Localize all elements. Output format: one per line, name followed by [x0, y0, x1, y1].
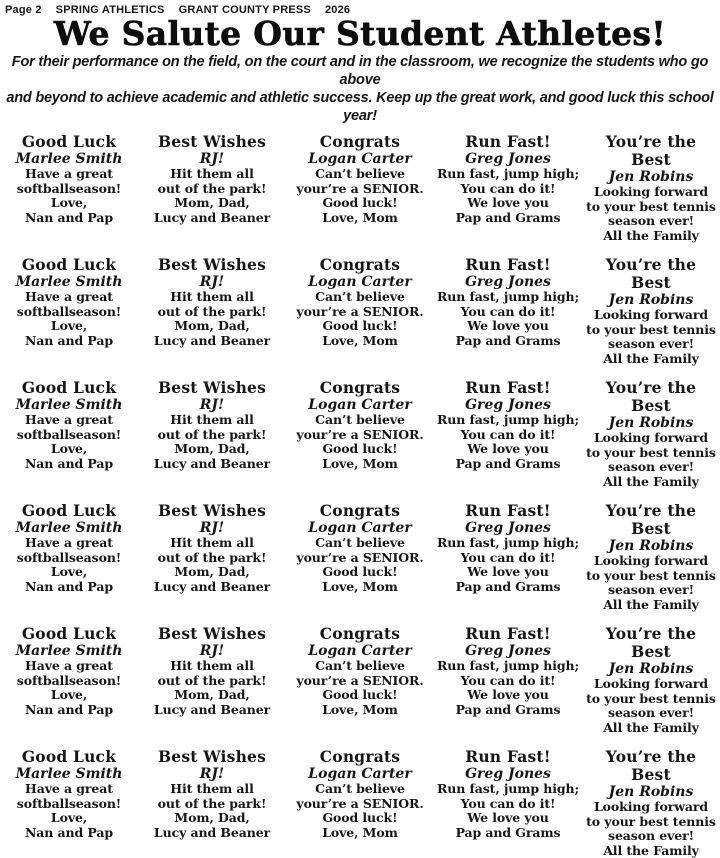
ad-message-line: your’re a SENIOR.	[288, 182, 432, 197]
ad-message	[288, 659, 432, 717]
ad-message	[584, 431, 718, 489]
ad-message-line: season ever!	[584, 706, 718, 721]
ad-greeting: Good Luck	[2, 256, 136, 274]
ad-message-line: your’re a SENIOR.	[288, 428, 432, 443]
ad-greeting: You’re the Best	[584, 502, 718, 538]
ad-message	[436, 290, 580, 348]
ad-message	[2, 659, 136, 717]
ad-message	[140, 167, 284, 225]
ad-message	[2, 536, 136, 594]
ad-greeting: You’re the Best	[584, 625, 718, 661]
ad-athlete-name: Logan Carter	[288, 151, 432, 167]
ad-message-line: Nan and Pap	[2, 334, 136, 349]
ad-message-line: season ever!	[584, 829, 718, 844]
ad-message-line: All the Family	[584, 598, 718, 613]
ad-message-line: Looking forward	[584, 554, 718, 569]
ad-message	[584, 308, 718, 366]
ad-message-line: Love,	[2, 319, 136, 334]
ad-message-line: Have a great	[2, 536, 136, 551]
ad-message-line: to your best tennis	[584, 446, 718, 461]
ad-cell	[286, 133, 434, 243]
ad-message-line: out of the park!	[140, 797, 284, 812]
ad-message-line: Love, Mom	[288, 826, 432, 841]
ad-athlete-name: RJ!	[140, 766, 284, 782]
ad-athlete-name: Logan Carter	[288, 274, 432, 290]
ad-message-line: All the Family	[584, 721, 718, 736]
ad-message	[436, 782, 580, 840]
ad-message-line: Have a great	[2, 413, 136, 428]
ad-athlete-name: Greg Jones	[436, 520, 580, 536]
ad-cell	[286, 625, 434, 735]
ad-message	[288, 782, 432, 840]
ad-message-line: softballseason!	[2, 428, 136, 443]
ad-cell	[434, 748, 582, 858]
ad-message-line: softballseason!	[2, 305, 136, 320]
ad-message-line: Nan and Pap	[2, 826, 136, 841]
ad-cell	[286, 502, 434, 612]
ad-greeting: Best Wishes	[140, 379, 284, 397]
ad-greeting: Good Luck	[2, 748, 136, 766]
ad-row	[0, 379, 720, 489]
ad-athlete-name: Greg Jones	[436, 766, 580, 782]
ad-cell	[138, 625, 286, 735]
ad-message	[140, 659, 284, 717]
ad-message-line: Looking forward	[584, 677, 718, 692]
ad-message-line: Have a great	[2, 782, 136, 797]
ad-message-line: Good luck!	[288, 811, 432, 826]
ad-message-line: Run fast, jump high;	[436, 782, 580, 797]
ad-athlete-name: Marlee Smith	[2, 274, 136, 290]
ad-cell	[434, 256, 582, 366]
ad-greeting: Congrats	[288, 748, 432, 766]
ad-message-line: We love you	[436, 565, 580, 580]
ad-greeting: Best Wishes	[140, 625, 284, 643]
ad-message-line: Pap and Grams	[436, 334, 580, 349]
ad-message-line: Hit them all	[140, 782, 284, 797]
ad-message-line: Love, Mom	[288, 457, 432, 472]
ad-message	[436, 167, 580, 225]
ad-message-line: out of the park!	[140, 182, 284, 197]
ad-message-line: Love, Mom	[288, 580, 432, 595]
ad-athlete-name: Greg Jones	[436, 274, 580, 290]
ad-cell	[138, 133, 286, 243]
ad-message-line: Hit them all	[140, 536, 284, 551]
ad-row	[0, 133, 720, 243]
ad-message-line: We love you	[436, 196, 580, 211]
ad-message-line: Hit them all	[140, 413, 284, 428]
ad-greeting: You’re the Best	[584, 133, 718, 169]
ad-athlete-name: Jen Robins	[584, 538, 718, 554]
ad-athlete-name: RJ!	[140, 274, 284, 290]
ad-message-line: Hit them all	[140, 290, 284, 305]
ad-message-line: Lucy and Beaner	[140, 826, 284, 841]
ad-message-line: Mom, Dad,	[140, 442, 284, 457]
ad-message	[288, 413, 432, 471]
ad-athlete-name: Marlee Smith	[2, 151, 136, 167]
page-number: Page 2	[5, 4, 42, 16]
ad-message-line: Love, Mom	[288, 703, 432, 718]
ad-athlete-name: Greg Jones	[436, 397, 580, 413]
ad-message-line: Mom, Dad,	[140, 196, 284, 211]
ad-cell	[582, 748, 720, 858]
ad-athlete-name: Logan Carter	[288, 397, 432, 413]
ad-message-line: Good luck!	[288, 319, 432, 334]
ad-message-line: Looking forward	[584, 800, 718, 815]
ad-message-line: Can’t believe	[288, 536, 432, 551]
ad-message-line: Good luck!	[288, 196, 432, 211]
ad-cell	[582, 379, 720, 489]
ad-cell	[582, 502, 720, 612]
ad-message-line: Hit them all	[140, 167, 284, 182]
ad-message-line: out of the park!	[140, 305, 284, 320]
ad-message-line: All the Family	[584, 475, 718, 490]
ad-message-line: season ever!	[584, 583, 718, 598]
ad-message-line: Love, Mom	[288, 334, 432, 349]
ad-message-line: Have a great	[2, 659, 136, 674]
ad-athlete-name: Marlee Smith	[2, 643, 136, 659]
ad-greeting: Good Luck	[2, 133, 136, 151]
ad-message-line: Nan and Pap	[2, 211, 136, 226]
ad-message-line: Love,	[2, 811, 136, 826]
ad-message-line: Pap and Grams	[436, 826, 580, 841]
ad-athlete-name: Greg Jones	[436, 151, 580, 167]
ad-message	[288, 290, 432, 348]
ad-message-line: Mom, Dad,	[140, 688, 284, 703]
ad-message-line: to your best tennis	[584, 815, 718, 830]
ad-athlete-name: RJ!	[140, 397, 284, 413]
ad-message-line: All the Family	[584, 352, 718, 367]
ad-message	[436, 659, 580, 717]
ad-cell	[138, 379, 286, 489]
ad-athlete-name: Marlee Smith	[2, 397, 136, 413]
ad-message-line: Run fast, jump high;	[436, 290, 580, 305]
ad-cell	[0, 133, 138, 243]
ad-cell	[286, 379, 434, 489]
ad-message-line: Hit them all	[140, 659, 284, 674]
ad-message-line: Run fast, jump high;	[436, 167, 580, 182]
ad-message-line: Lucy and Beaner	[140, 703, 284, 718]
ad-athlete-name: Marlee Smith	[2, 520, 136, 536]
ad-athlete-name: RJ!	[140, 520, 284, 536]
ad-athlete-name: Logan Carter	[288, 766, 432, 782]
ad-message	[140, 413, 284, 471]
ad-message	[436, 536, 580, 594]
ad-message-line: to your best tennis	[584, 569, 718, 584]
ad-greeting: Best Wishes	[140, 133, 284, 151]
ad-greeting: Run Fast!	[436, 502, 580, 520]
ad-message-line: You can do it!	[436, 305, 580, 320]
ad-message-line: Nan and Pap	[2, 703, 136, 718]
ad-message-line: Lucy and Beaner	[140, 334, 284, 349]
ad-message-line: You can do it!	[436, 674, 580, 689]
ad-cell	[286, 748, 434, 858]
ad-message-line: Pap and Grams	[436, 211, 580, 226]
ad-message-line: You can do it!	[436, 797, 580, 812]
ad-message	[288, 536, 432, 594]
ad-message-line: Mom, Dad,	[140, 811, 284, 826]
ad-message-line: Pap and Grams	[436, 580, 580, 595]
ad-cell	[582, 625, 720, 735]
ad-message	[436, 413, 580, 471]
ad-message	[584, 800, 718, 858]
ad-cell	[582, 256, 720, 366]
ad-greeting: Congrats	[288, 379, 432, 397]
ad-greeting: Good Luck	[2, 379, 136, 397]
ad-cell	[434, 502, 582, 612]
ad-greeting: Run Fast!	[436, 625, 580, 643]
ad-message-line: to your best tennis	[584, 200, 718, 215]
ad-message-line: Pap and Grams	[436, 703, 580, 718]
ad-message	[584, 677, 718, 735]
ad-message-line: Love,	[2, 442, 136, 457]
ad-message-line: softballseason!	[2, 182, 136, 197]
ad-message-line: Pap and Grams	[436, 457, 580, 472]
ad-cell	[0, 379, 138, 489]
ad-athlete-name: Jen Robins	[584, 415, 718, 431]
ad-message-line: You can do it!	[436, 182, 580, 197]
ad-message-line: Can’t believe	[288, 659, 432, 674]
ad-message-line: We love you	[436, 811, 580, 826]
ad-message-line: your’re a SENIOR.	[288, 674, 432, 689]
ad-greeting: Good Luck	[2, 502, 136, 520]
ad-message	[140, 536, 284, 594]
intro-line-2: and beyond to achieve academic and athletic success. Keep up the great work, and good luck this school year!	[0, 89, 720, 125]
ad-message-line: season ever!	[584, 460, 718, 475]
ad-message-line: softballseason!	[2, 674, 136, 689]
ad-greeting: Run Fast!	[436, 748, 580, 766]
ad-message-line: Mom, Dad,	[140, 565, 284, 580]
ad-athlete-name: Jen Robins	[584, 292, 718, 308]
ad-athlete-name: RJ!	[140, 151, 284, 167]
ad-cell	[138, 256, 286, 366]
section-title: SPRING ATHLETICS	[56, 4, 165, 16]
ad-message	[140, 290, 284, 348]
ad-row	[0, 256, 720, 366]
ad-message-line: Looking forward	[584, 308, 718, 323]
ad-message-line: Love, Mom	[288, 211, 432, 226]
ad-row	[0, 502, 720, 612]
ad-message-line: Have a great	[2, 290, 136, 305]
ad-athlete-name: Logan Carter	[288, 643, 432, 659]
ad-message-line: out of the park!	[140, 551, 284, 566]
ad-row	[0, 748, 720, 858]
ad-message-line: Lucy and Beaner	[140, 211, 284, 226]
ad-message-line: Good luck!	[288, 688, 432, 703]
ad-message-line: Can’t believe	[288, 290, 432, 305]
ad-message-line: softballseason!	[2, 797, 136, 812]
ad-message-line: Can’t believe	[288, 167, 432, 182]
ad-message	[140, 782, 284, 840]
ad-greeting: Good Luck	[2, 625, 136, 643]
ad-message-line: to your best tennis	[584, 692, 718, 707]
ad-athlete-name: Logan Carter	[288, 520, 432, 536]
ad-greeting: You’re the Best	[584, 379, 718, 415]
ad-message-line: Run fast, jump high;	[436, 413, 580, 428]
ad-athlete-name: Jen Robins	[584, 661, 718, 677]
page-title: We Salute Our Student Athletes!	[0, 17, 720, 51]
ad-message-line: We love you	[436, 319, 580, 334]
ad-athlete-name: Greg Jones	[436, 643, 580, 659]
ad-athlete-name: Marlee Smith	[2, 766, 136, 782]
ad-message-line: Can’t believe	[288, 782, 432, 797]
ad-athlete-name: RJ!	[140, 643, 284, 659]
ad-greeting: Best Wishes	[140, 256, 284, 274]
ad-cell	[434, 133, 582, 243]
ad-message-line: Run fast, jump high;	[436, 536, 580, 551]
ad-cell	[434, 379, 582, 489]
ad-message-line: All the Family	[584, 229, 718, 244]
ad-message	[2, 290, 136, 348]
ad-greeting: Congrats	[288, 256, 432, 274]
ad-message-line: Can’t believe	[288, 413, 432, 428]
ad-message-line: You can do it!	[436, 551, 580, 566]
ad-message-line: Nan and Pap	[2, 580, 136, 595]
ad-greeting: Congrats	[288, 502, 432, 520]
ad-message	[288, 167, 432, 225]
intro-line-1: For their performance on the field, on the court and in the classroom, we recognize the students who go above	[0, 53, 720, 89]
ad-greeting: Run Fast!	[436, 133, 580, 151]
ad-greeting: Best Wishes	[140, 748, 284, 766]
ad-cell	[138, 502, 286, 612]
edition-year: 2026	[325, 4, 350, 16]
ad-message-line: Lucy and Beaner	[140, 457, 284, 472]
ad-greeting: Congrats	[288, 625, 432, 643]
ad-greeting: Run Fast!	[436, 379, 580, 397]
ad-message-line: Mom, Dad,	[140, 319, 284, 334]
ad-message-line: season ever!	[584, 214, 718, 229]
ad-message-line: Love,	[2, 196, 136, 211]
ad-message	[2, 782, 136, 840]
ad-row	[0, 625, 720, 735]
ad-message-line: Love,	[2, 688, 136, 703]
ad-message	[2, 413, 136, 471]
ad-message-line: out of the park!	[140, 674, 284, 689]
ad-message	[2, 167, 136, 225]
ad-message-line: Good luck!	[288, 442, 432, 457]
ad-greeting: Best Wishes	[140, 502, 284, 520]
ad-message-line: Good luck!	[288, 565, 432, 580]
ad-cell	[138, 748, 286, 858]
ad-cell	[434, 625, 582, 735]
ad-greeting: You’re the Best	[584, 748, 718, 784]
ad-message-line: season ever!	[584, 337, 718, 352]
ad-cell	[0, 256, 138, 366]
ad-message-line: Nan and Pap	[2, 457, 136, 472]
ad-message-line: to your best tennis	[584, 323, 718, 338]
ad-greeting: Congrats	[288, 133, 432, 151]
ad-greeting: You’re the Best	[584, 256, 718, 292]
ad-message-line: your’re a SENIOR.	[288, 797, 432, 812]
ad-message-line: Looking forward	[584, 185, 718, 200]
ad-greeting: Run Fast!	[436, 256, 580, 274]
intro-text	[0, 53, 720, 125]
ad-message-line: your’re a SENIOR.	[288, 551, 432, 566]
publication-name: GRANT COUNTY PRESS	[179, 4, 311, 16]
ad-message-line: Looking forward	[584, 431, 718, 446]
ads-grid	[0, 133, 720, 858]
ad-cell	[582, 133, 720, 243]
ad-message-line: your’re a SENIOR.	[288, 305, 432, 320]
ad-athlete-name: Jen Robins	[584, 784, 718, 800]
ad-message-line: We love you	[436, 688, 580, 703]
ad-cell	[0, 502, 138, 612]
ad-message-line: Run fast, jump high;	[436, 659, 580, 674]
ad-athlete-name: Jen Robins	[584, 169, 718, 185]
ad-cell	[286, 256, 434, 366]
ad-message	[584, 554, 718, 612]
ad-message-line: You can do it!	[436, 428, 580, 443]
ad-message-line: softballseason!	[2, 551, 136, 566]
ad-message-line: We love you	[436, 442, 580, 457]
ad-message-line: All the Family	[584, 844, 718, 858]
ad-message-line: Have a great	[2, 167, 136, 182]
ad-message-line: Lucy and Beaner	[140, 580, 284, 595]
ad-message-line: Love,	[2, 565, 136, 580]
ad-cell	[0, 748, 138, 858]
ad-message-line: out of the park!	[140, 428, 284, 443]
ad-message	[584, 185, 718, 243]
ad-cell	[0, 625, 138, 735]
